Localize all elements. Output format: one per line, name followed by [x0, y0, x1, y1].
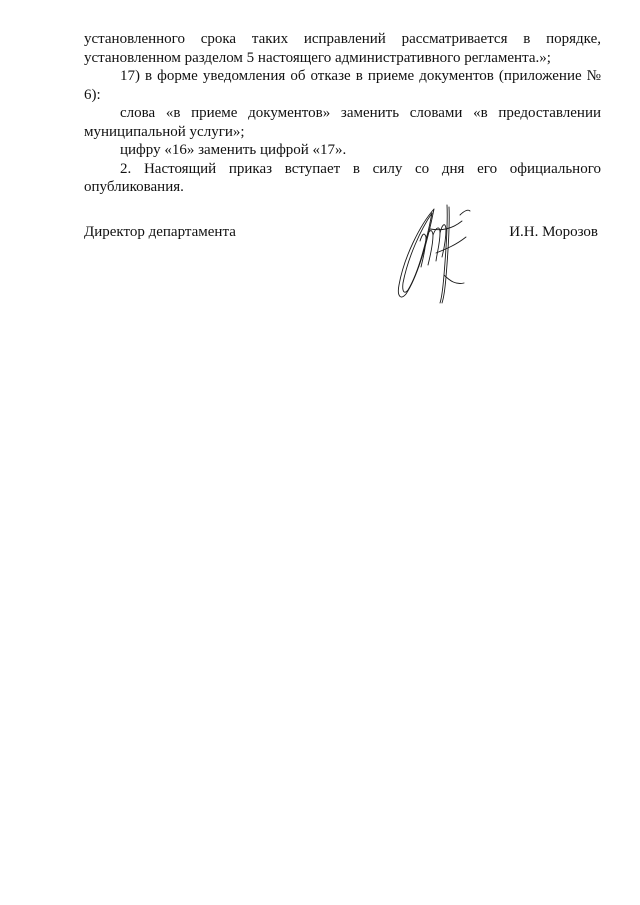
signer-name: И.Н. Морозов: [509, 224, 598, 240]
position-title: Директор департамента: [84, 224, 236, 240]
paragraph-replace-digit: цифру «16» заменить цифрой «17».: [120, 142, 347, 158]
document-body: [84, 30, 601, 197]
handwritten-signature-icon: [390, 195, 490, 307]
signature-block: [84, 223, 601, 243]
paragraph-continuation: установленного срока таких исправлений рассматривается в порядке, установленном разделом 5 настоящего административного регламента.»;: [84, 31, 601, 66]
paragraph-item-17: 17) в форме уведомления об отказе в приеме документов (приложение № 6):: [84, 68, 601, 103]
paragraph-effective-date: 2. Настоящий приказ вступает в силу со дня его официального опубликования.: [84, 160, 601, 195]
paragraph-replace-words: слова «в приеме документов» заменить словами «в предоставлении муниципальной услуги»;: [84, 105, 601, 140]
